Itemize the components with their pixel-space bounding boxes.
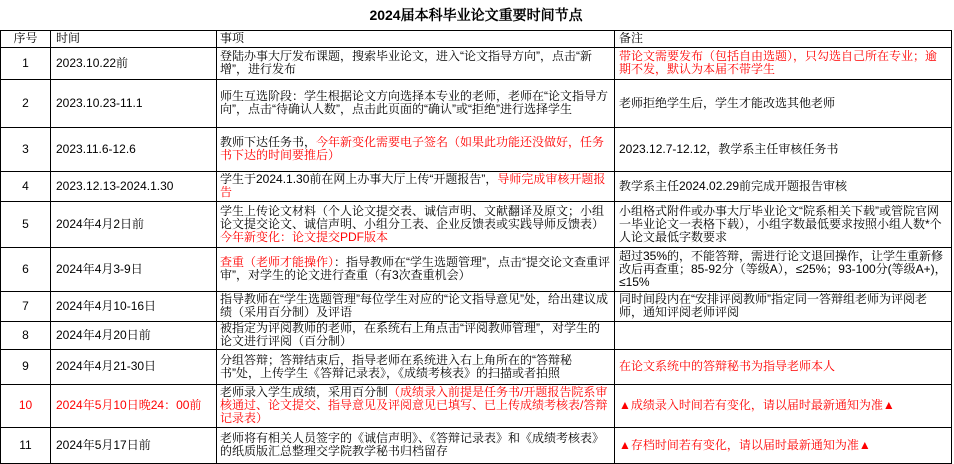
time-text: 2024年4月20日前: [56, 328, 151, 342]
seq-cell[interactable]: [1, 384, 51, 427]
seq-cell[interactable]: [1, 171, 51, 201]
note-highlight-text: ▲存档时间若有变化，请以届时最新通知为准▲: [619, 438, 871, 452]
time-text: 2024年4月21-30日: [56, 360, 157, 373]
table-row: [1, 427, 952, 463]
note-cell[interactable]: [615, 127, 952, 171]
note-content: [619, 143, 948, 156]
note-content: [619, 180, 948, 193]
item-highlight-text: 今年新变化：论文提交PDF版本: [220, 229, 389, 244]
table-row: [1, 247, 952, 291]
note-text: 2023.12.7-12.12，教学系主任审核任务书: [619, 142, 839, 156]
header-note[interactable]: [615, 30, 952, 47]
time-text: 2023.11.6-12.6: [56, 142, 136, 156]
note-cell[interactable]: [615, 47, 952, 79]
seq-number: 5: [22, 217, 29, 231]
note-content: [619, 97, 948, 110]
time-cell[interactable]: [51, 384, 217, 427]
seq-number: 7: [22, 299, 29, 313]
time-cell[interactable]: [51, 291, 217, 321]
seq-cell[interactable]: [1, 79, 51, 127]
note-content: [619, 293, 948, 319]
table-row: [1, 47, 952, 79]
time-text: 2023.10.23-11.1: [56, 96, 143, 110]
item-highlight-text: （成绩录入前提是任务书/开题报告院系审核通过、论文提交、指导意见及评阅意见已填写、已上传成绩考核表/答辩记录表）: [220, 386, 608, 425]
note-highlight-text: 带论文需要发布（包括自由选题），只勾选自己所在专业；逾期不发，默认为本届不带学生: [619, 50, 938, 76]
time-cell[interactable]: [51, 171, 217, 201]
item-cell[interactable]: [217, 321, 615, 349]
header-row: [1, 30, 952, 47]
item-cell[interactable]: [217, 384, 615, 427]
item-text: 教师下达任务书，: [220, 136, 317, 149]
time-cell[interactable]: [51, 427, 217, 463]
table-row: [1, 79, 952, 127]
item-text: 分组答辩；答辩结束后，指导老师在系统进入右上角所在的“答辩秘书”处，上传学生《答辩记录表》，《成绩考核表》的扫描或者拍照: [220, 353, 572, 380]
seq-cell[interactable]: [1, 291, 51, 321]
note-text: 老师拒绝学生后，学生才能改选其他老师: [619, 96, 836, 110]
note-content: [619, 205, 948, 244]
item-text: ：指导教师在“学生选题管理”，点击“提交论文查重评审”，对学生的论文进行查重（有3次查重机会）: [220, 256, 611, 282]
header-item[interactable]: [217, 30, 615, 47]
time-cell[interactable]: [51, 47, 217, 79]
seq-cell[interactable]: [1, 127, 51, 171]
note-cell[interactable]: [615, 384, 952, 427]
header-seq-label: 序号: [13, 32, 38, 45]
time-text: 2024年5月17日前: [56, 438, 151, 452]
seq-cell[interactable]: [1, 321, 51, 349]
item-content: [220, 50, 611, 76]
seq-cell[interactable]: [1, 349, 51, 384]
item-highlight-text: 导师完成审核开题报告: [220, 173, 606, 199]
time-text: 2024年4月3-9日: [56, 262, 143, 276]
title-cell[interactable]: [1, 0, 952, 30]
item-content: [220, 293, 611, 319]
item-highlight-text: 今年新变化需要电子签名（如果此功能还没做好，任务书下达的时间要推后）: [220, 136, 605, 162]
table-row: [1, 201, 952, 247]
note-text: 超过35%的，不能答辩，需进行论文退回操作，让学生重新修改后再查重；85-92分（等级A），≤25%；93-100分(等级A+)，≤15%: [619, 249, 947, 289]
item-content: [220, 386, 611, 425]
seq-number: 8: [22, 328, 29, 342]
time-text: 2024年4月2日前: [56, 217, 145, 231]
note-cell[interactable]: [615, 321, 952, 349]
item-content: [220, 136, 611, 162]
note-highlight-text: ▲成绩录入时间若有变化，请以届时最新通知为准▲: [619, 399, 895, 412]
item-text: 指导教师在“学生选题管理”每位学生对应的“论文指导意见”处，给出建议成绩（采用百分制）及评语: [220, 293, 608, 319]
item-content: [220, 432, 611, 458]
time-cell[interactable]: [51, 247, 217, 291]
seq-number: 3: [22, 142, 29, 156]
note-cell[interactable]: [615, 427, 952, 463]
header-seq[interactable]: [1, 30, 51, 47]
note-cell[interactable]: [615, 349, 952, 384]
item-text: 被指定为评阅教师的老师，在系统右上角点击“评阅教师管理”，对学生的论文进行评阅（百分制）: [220, 322, 600, 348]
page-title: 2024届本科毕业论文重要时间节点: [369, 6, 583, 23]
seq-number: 6: [22, 262, 29, 276]
seq-number: 2: [22, 96, 29, 110]
item-cell[interactable]: [217, 47, 615, 79]
time-text: 2023.10.22前: [56, 56, 129, 70]
time-cell[interactable]: [51, 79, 217, 127]
note-cell[interactable]: [615, 291, 952, 321]
item-cell[interactable]: [217, 247, 615, 291]
item-cell[interactable]: [217, 291, 615, 321]
item-cell[interactable]: [217, 127, 615, 171]
table-row: [1, 321, 952, 349]
table-row: [1, 384, 952, 427]
note-content: [619, 439, 948, 452]
table-row: [1, 349, 952, 384]
seq-number: 4: [22, 179, 29, 193]
note-content: [619, 50, 948, 76]
seq-cell[interactable]: [1, 47, 51, 79]
table-row: [1, 291, 952, 321]
item-highlight-text: 查重（老师才能操作）: [220, 256, 335, 269]
item-cell[interactable]: [217, 349, 615, 384]
note-content: [619, 399, 948, 412]
time-cell[interactable]: [51, 321, 217, 349]
time-cell[interactable]: [51, 201, 217, 247]
header-time[interactable]: [51, 30, 217, 47]
note-text: 同时间段内在“安排评阅教师”指定同一答辩组老师为评阅老师，通知评阅老师评阅: [619, 293, 927, 319]
item-content: [220, 322, 611, 348]
item-cell[interactable]: [217, 201, 615, 247]
note-cell[interactable]: [615, 247, 952, 291]
seq-number: 10: [18, 399, 33, 412]
item-cell[interactable]: [217, 427, 615, 463]
seq-number: 11: [19, 438, 32, 452]
seq-cell[interactable]: [1, 201, 51, 247]
item-text: 学生上传论文材料（个人论文提交表、诚信声明、文献翻译及原文；小组论文提交论文、诚信声明、小组分工表、企业反馈表或实践导师反馈表）: [220, 204, 605, 231]
item-text: 老师将有相关人员签字的《诚信声明》、《答辩记录表》和《成绩考核表》的纸质版汇总整理交学院教学秘书归档留存: [220, 432, 605, 458]
note-cell[interactable]: [615, 79, 952, 127]
table-row: [1, 127, 952, 171]
item-content: [220, 173, 611, 199]
note-highlight-text: 在论文系统中的答辩秘书为指导老师本人: [619, 360, 836, 373]
note-text: 小组格式附件或办事大厅毕业论文“院系相关下载”或管院官网一毕业论文一表格下载），小组字数最低要求按照小组人数*个人论文最低字数要求: [619, 204, 942, 244]
item-content: [220, 205, 611, 244]
note-content: [619, 360, 948, 373]
header-item-label: 事项: [220, 32, 245, 45]
table-row: [1, 171, 952, 201]
time-cell[interactable]: [51, 349, 217, 384]
note-content: [619, 250, 948, 289]
time-text: 2024年4月10-16日: [56, 299, 157, 313]
time-cell[interactable]: [51, 127, 217, 171]
time-text: 2023.12.13-2024.1.30: [56, 179, 174, 193]
header-note-label: 备注: [619, 32, 644, 45]
item-text: 师生互选阶段：学生根据论文方向选择本专业的老师，老师在“论文指导方向”，点击“待确认人数”，点击此页面的“确认”或“拒绝”进行选择学生: [220, 90, 608, 116]
note-text: 教学系主任2024.02.29前完成开题报告审核: [619, 179, 848, 193]
item-content: [220, 354, 611, 380]
time-text: 2024年5月10日晚24：00前: [56, 399, 202, 412]
note-cell[interactable]: [615, 171, 952, 201]
seq-number: 9: [22, 360, 29, 373]
seq-cell[interactable]: [1, 247, 51, 291]
item-text: 登陆办事大厅发布课题，搜索毕业论文，进入“论文指导方向”，点击“新增”，进行发布: [220, 50, 592, 76]
item-cell[interactable]: [217, 171, 615, 201]
header-time-label: 时间: [56, 32, 81, 45]
note-cell[interactable]: [615, 201, 952, 247]
item-text: 老师录入学生成绩，采用百分制: [220, 386, 389, 399]
item-content: [220, 90, 611, 116]
seq-number: 1: [22, 56, 29, 70]
item-content: [220, 256, 611, 282]
item-text: 学生于2024.1.30前在网上办事大厅上传“开题报告”，: [220, 173, 498, 186]
seq-cell[interactable]: [1, 427, 51, 463]
title-row: [1, 0, 952, 30]
item-cell[interactable]: [217, 79, 615, 127]
